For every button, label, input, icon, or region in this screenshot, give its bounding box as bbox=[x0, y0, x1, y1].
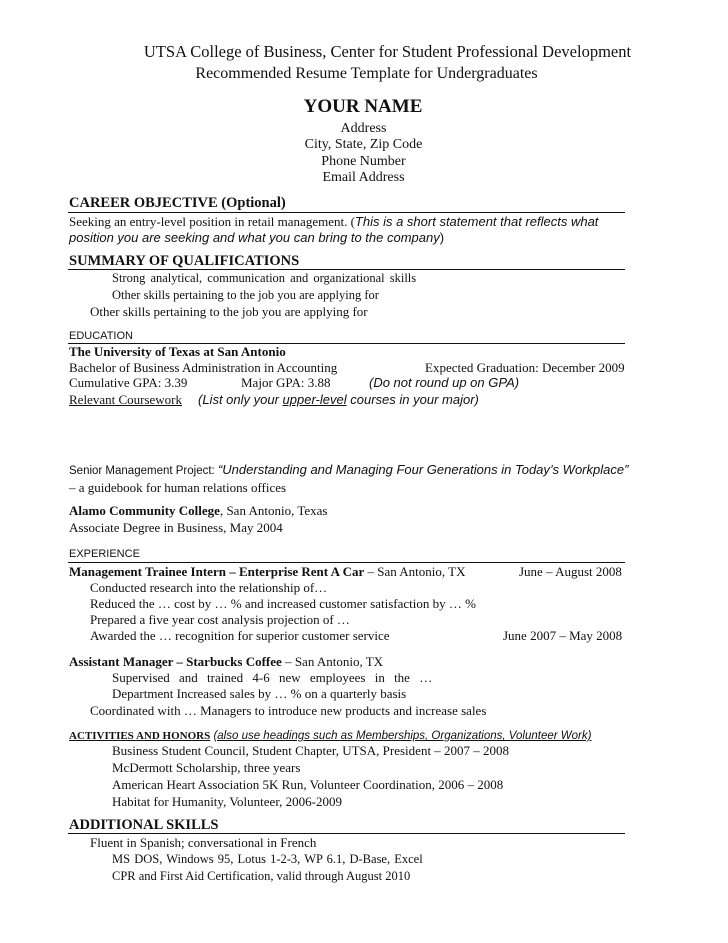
activity-item: Business Student Council, Student Chapter, UTSA, President – 2007 – 2008 bbox=[112, 743, 510, 758]
coursework-note-c: courses in your major) bbox=[346, 392, 479, 407]
school-2 bbox=[69, 503, 327, 518]
job-2-location: – San Antonio, TX bbox=[281, 654, 384, 669]
skills-rule bbox=[68, 833, 625, 834]
qualifications-rule bbox=[68, 269, 625, 270]
contact-city: City, State, Zip Code bbox=[304, 137, 423, 152]
job-1-location: – San Antonio, TX bbox=[364, 564, 466, 579]
job-2-bullet: Coordinated with … Managers to introduce new products and increase sales bbox=[90, 703, 487, 718]
school-2-name: Alamo Community College bbox=[69, 503, 220, 518]
coursework-label: Relevant Coursework bbox=[69, 392, 183, 407]
objective-note-2: position you are seeking and what you can bring to the company bbox=[69, 230, 440, 245]
activity-item: Habitat for Humanity, Volunteer, 2006-2009 bbox=[112, 794, 342, 809]
objective-text-2 bbox=[69, 230, 444, 245]
qualification-item: Other skills pertaining to the job you are applying for bbox=[90, 304, 368, 319]
qualifications-heading: SUMMARY OF QUALIFICATIONS bbox=[69, 253, 300, 269]
school-2-degree: Associate Degree in Business, May 2004 bbox=[69, 520, 283, 535]
activities-heading-line bbox=[69, 727, 591, 744]
activities-note: (also use headings such as Memberships, Organizations, Volunteer Work) bbox=[213, 730, 592, 742]
skills-heading: ADDITIONAL SKILLS bbox=[69, 817, 219, 833]
major-gpa: Major GPA: 3.88 bbox=[241, 375, 331, 390]
skill-item: CPR and First Aid Certification, valid through August 2010 bbox=[112, 869, 411, 883]
coursework-note-b: upper-level bbox=[282, 392, 347, 407]
job-2-bullet: Department Increased sales by … % on a quarterly basis bbox=[112, 686, 407, 701]
qualification-item: Other skills pertaining to the job you are applying for bbox=[112, 288, 379, 302]
experience-rule bbox=[68, 562, 625, 563]
objective-text bbox=[69, 214, 598, 229]
header-line-2: Recommended Resume Template for Undergraduates bbox=[195, 65, 538, 82]
contact-address: Address bbox=[340, 121, 387, 136]
objective-note-1: This is a short statement that reflects what bbox=[354, 214, 599, 229]
degree: Bachelor of Business Administration in Accounting bbox=[69, 360, 338, 375]
job-2-bullet: Supervised and trained 4-6 new employees in the … bbox=[112, 670, 433, 685]
job-1-bullet: Prepared a five year cost analysis projection of … bbox=[90, 612, 350, 627]
skill-item: Fluent in Spanish; conversational in French bbox=[90, 835, 317, 850]
skill-item: MS DOS, Windows 95, Lotus 1-2-3, WP 6.1, D-Base, Excel bbox=[112, 852, 423, 866]
contact-phone: Phone Number bbox=[321, 154, 406, 169]
job-1-heading bbox=[69, 564, 465, 579]
job-1-bullet: Conducted research into the relationship of… bbox=[90, 580, 328, 595]
experience-heading: EXPERIENCE bbox=[69, 548, 140, 560]
job-1-bullet: Reduced the … cost by … % and increased customer satisfaction by … % bbox=[90, 596, 476, 611]
cumulative-gpa: Cumulative GPA: 3.39 bbox=[69, 375, 188, 390]
coursework-note bbox=[198, 392, 479, 407]
job-1-title: Management Trainee Intern – Enterprise Rent A Car bbox=[69, 564, 365, 579]
school-2-location: , San Antonio, Texas bbox=[219, 503, 328, 518]
graduation-date: Expected Graduation: December 2009 bbox=[425, 360, 625, 375]
activities-heading: ACTIVITIES AND HONORS bbox=[69, 730, 211, 742]
gpa-note: (Do not round up on GPA) bbox=[369, 375, 520, 390]
education-heading: EDUCATION bbox=[69, 330, 133, 342]
objective-statement: Seeking an entry-level position in retail management. ( bbox=[69, 214, 355, 229]
job-1-dates-2: June 2007 – May 2008 bbox=[503, 628, 623, 643]
job-2-heading bbox=[69, 654, 383, 669]
activity-item: McDermott Scholarship, three years bbox=[112, 760, 301, 775]
coursework-note-a: (List only your bbox=[198, 392, 283, 407]
objective-close: ) bbox=[439, 230, 445, 245]
objective-rule bbox=[68, 212, 625, 213]
objective-heading: CAREER OBJECTIVE (Optional) bbox=[69, 195, 286, 211]
project-label: Senior Management Project: bbox=[69, 465, 218, 477]
job-1-bullet: Awarded the … recognition for superior customer service bbox=[90, 628, 390, 643]
school-1-name: The University of Texas at San Antonio bbox=[69, 344, 286, 359]
project-title: “Understanding and Managing Four Generations in Today’s Workplace” bbox=[217, 462, 629, 477]
resume-name: YOUR NAME bbox=[303, 96, 423, 117]
job-2-title: Assistant Manager – Starbucks Coffee bbox=[69, 654, 282, 669]
job-1-dates: June – August 2008 bbox=[519, 564, 622, 579]
header-line-1: UTSA College of Business, Center for Student Professional Development bbox=[143, 42, 632, 61]
senior-project bbox=[69, 462, 628, 479]
activity-item: American Heart Association 5K Run, Volunteer Coordination, 2006 – 2008 bbox=[112, 777, 504, 792]
project-description: – a guidebook for human relations offices bbox=[69, 480, 287, 495]
contact-email: Email Address bbox=[322, 170, 405, 185]
qualification-item: Strong analytical, communication and organizational skills bbox=[112, 271, 417, 285]
